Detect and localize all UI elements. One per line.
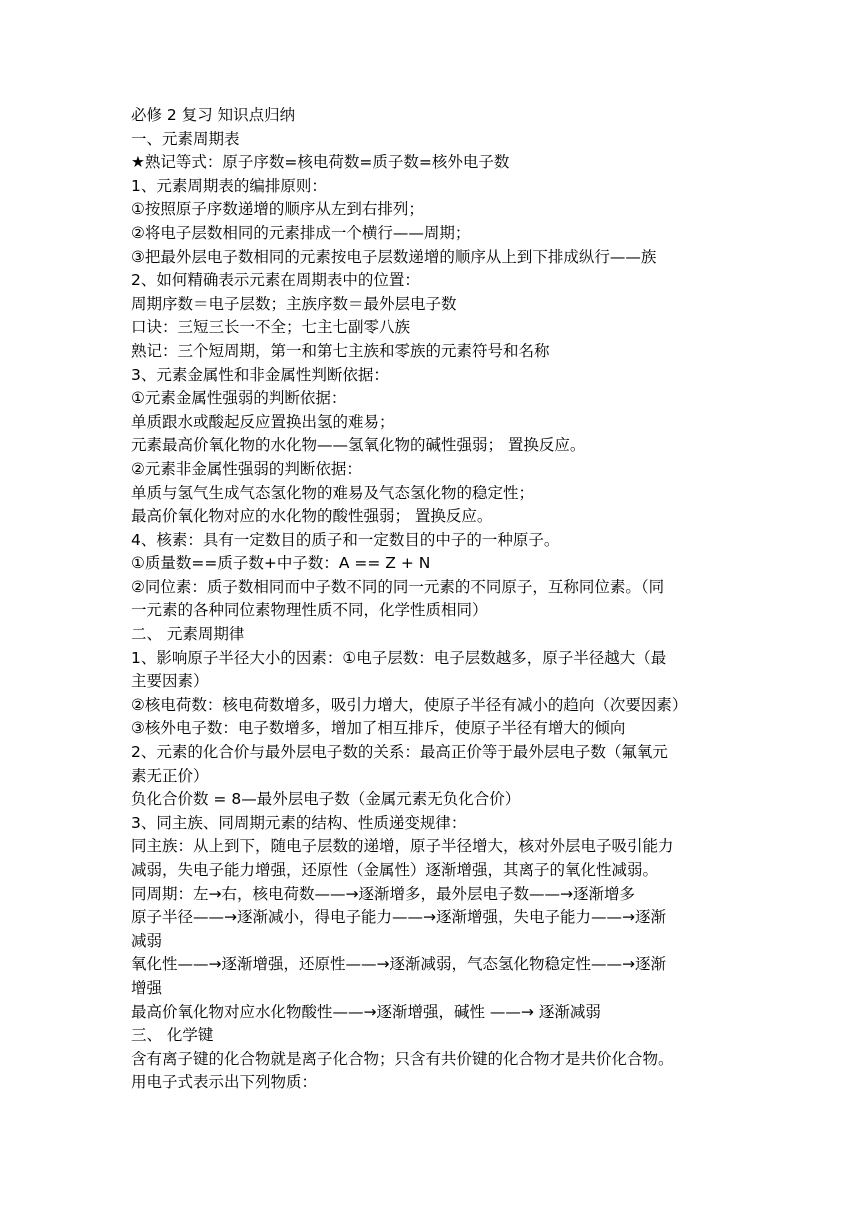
text-line: ②同位素：质子数相同而中子数不同的同一元素的不同原子，互称同位素。（同 — [131, 577, 665, 596]
text-line: 原子半径——→逐渐减小，得电子能力——→逐渐增强，失电子能力——→逐渐 — [131, 908, 666, 927]
text-line: 负化合价数 = 8—最外层电子数（金属元素无负化合价） — [131, 790, 521, 809]
text-line: 同周期：左→右，核电荷数——→逐渐增多，最外层电子数——→逐渐增多 — [131, 884, 635, 903]
text-line: 最高价氧化物对应的水化物的酸性强弱； 置换反应。 — [131, 507, 493, 526]
subsection-heading: 3、元素金属性和非金属性判断依据： — [131, 365, 389, 384]
text-line: 最高价氧化物对应水化物酸性——→逐渐增强，碱性 ——→ 逐渐减弱 — [131, 1002, 601, 1021]
text-line: ③把最外层电子数相同的元素按电子层数递增的顺序从上到下排成纵行——族 — [131, 247, 657, 266]
text-line: 氧化性——→逐渐增强，还原性——→逐渐减弱，气态氢化物稳定性——→逐渐 — [131, 955, 666, 974]
text-line: ①元素金属性强弱的判断依据： — [131, 389, 347, 408]
text-line: 同主族：从上到下，随电子层数的递增，原子半径增大，核对外层电子吸引能力 — [131, 837, 674, 856]
text-line: ②将电子层数相同的元素排成一个横行——周期； — [131, 223, 471, 242]
section-heading: 二、 元素周期律 — [131, 625, 245, 644]
text-line: 元素最高价氧化物的水化物——氢氧化物的碱性强弱； 置换反应。 — [131, 436, 586, 455]
subsection-heading: 3、同主族、同周期元素的结构、性质递变规律： — [131, 813, 467, 832]
document-title: 必修 2 复习 知识点归纳 — [131, 106, 296, 124]
text-line: 素无正价） — [131, 766, 209, 785]
text-line: ②元素非金属性强弱的判断依据： — [131, 459, 362, 478]
text-line: 一元素的各种同位素物理性质不同，化学性质相同） — [131, 601, 488, 620]
text-line: 单质与氢气生成气态氢化物的难易及气态氢化物的稳定性； — [131, 483, 535, 502]
text-line: ③核外电子数：电子数增多，增加了相互排斥，使原子半径有增大的倾向 — [131, 719, 626, 738]
text-line: 增强 — [131, 978, 163, 997]
text-line: ①质量数==质子数+中子数：A == Z + N — [131, 554, 431, 573]
subsection-heading: 1、元素周期表的编排原则： — [131, 176, 327, 195]
text-line: 减弱 — [131, 931, 163, 950]
text-line: ★熟记等式：原子序数=核电荷数=质子数=核外电子数 — [131, 153, 510, 172]
text-line: 用电子式表示出下列物质： — [131, 1073, 318, 1092]
document-body — [131, 104, 735, 1095]
text-line: 周期序数＝电子层数；主族序数＝最外层电子数 — [131, 294, 457, 313]
text-line: ①按照原子序数递增的顺序从左到右排列； — [131, 200, 424, 219]
section-heading: 一、元素周期表 — [131, 129, 240, 148]
subsection-heading: 2、元素的化合价与最外层电子数的关系：最高正价等于最外层电子数（氟氧元 — [131, 743, 668, 762]
subsection-heading: 1、影响原子半径大小的因素：①电子层数：电子层数越多，原子半径越大（最 — [131, 648, 667, 667]
text-line: 熟记：三个短周期，第一和第七主族和零族的元素符号和名称 — [131, 341, 550, 360]
text-line: 主要因素） — [131, 672, 209, 691]
section-heading: 三、 化学键 — [131, 1026, 214, 1045]
text-line: 减弱，失电子能力增强，还原性（金属性）逐渐增强，其离子的氧化性减弱。 — [131, 861, 659, 879]
text-line: 单质跟水或酸起反应置换出氢的难易； — [131, 412, 395, 431]
text-line: ②核电荷数：核电荷数增多，吸引力增大，使原子半径有减小的趋向（次要因素） — [131, 695, 688, 714]
subsection-heading: 4、核素：具有一定数目的质子和一定数目的中子的一种原子。 — [131, 530, 560, 549]
text-line: 口诀：三短三长一不全；七主七副零八族 — [131, 318, 411, 337]
subsection-heading: 2、如何精确表示元素在周期表中的位置： — [131, 271, 420, 290]
text-line: 含有离子键的化合物就是离子化合物；只含有共价键的化合物才是共价化合物。 — [131, 1049, 674, 1068]
